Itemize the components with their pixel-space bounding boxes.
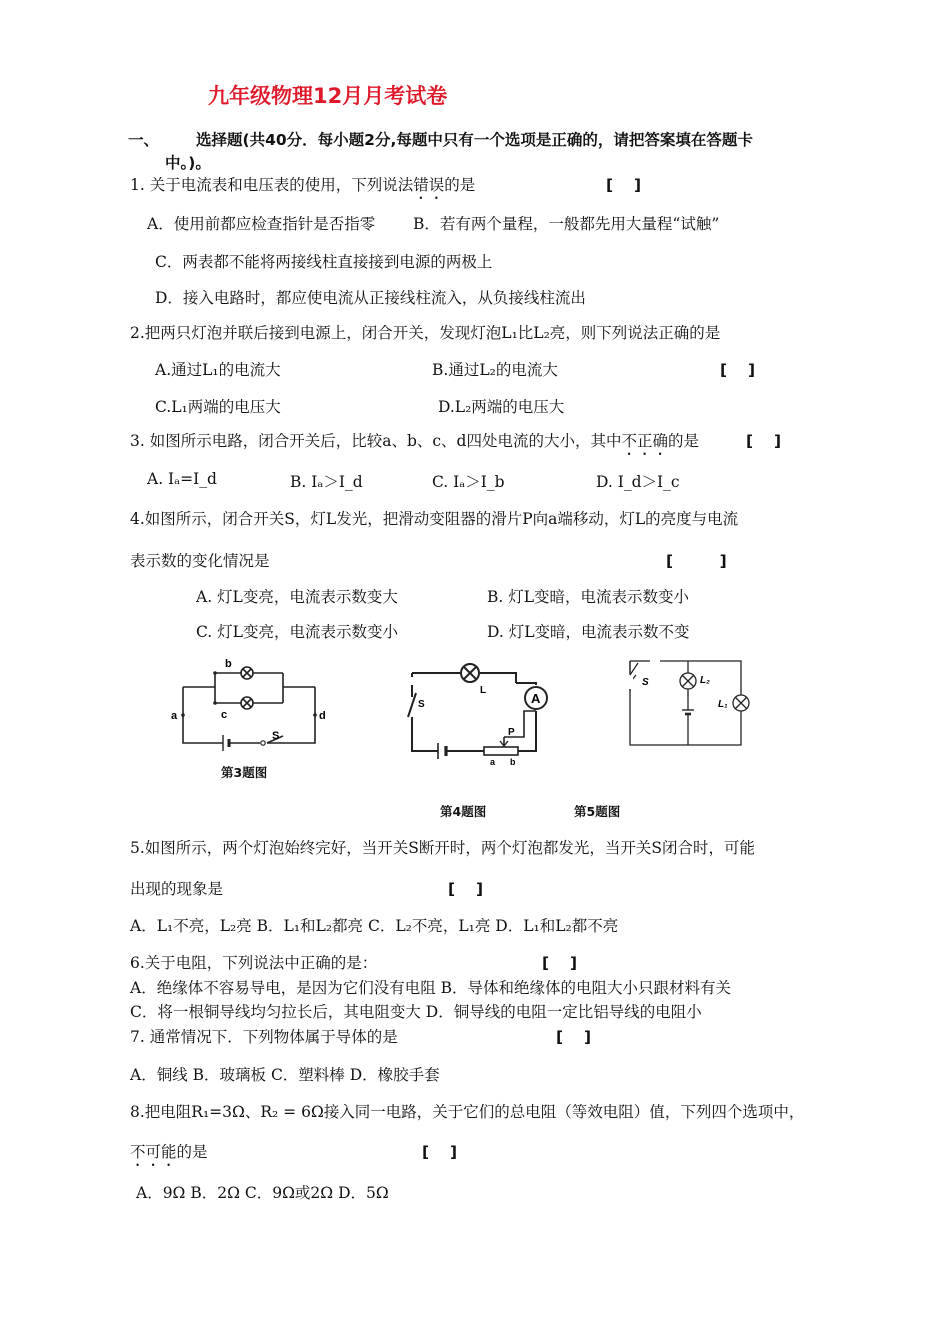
fig3-label-d: d <box>319 710 326 722</box>
q5-options: A．L₁不亮，L₂亮 B．L₁和L₂都亮 C．L₂不亮，L₁亮 D．L₁和L₂都不亮 <box>130 917 619 935</box>
q2-option-c: C.L₁两端的电压大 <box>155 398 281 416</box>
section-number: 一、 <box>128 131 160 149</box>
q7-options: A．铜线 B．玻璃板 C．塑料棒 D．橡胶手套 <box>130 1066 440 1084</box>
fig4-label-a: a <box>490 757 496 767</box>
q8-emphasis: 不可能 <box>130 1143 177 1161</box>
q6-stem: 6.关于电阻，下列说法中正确的是： <box>130 954 378 972</box>
q5-stem-line1: 5.如图所示，两个灯泡始终完好，当开关S断开时，两个灯泡都发光，当开关S闭合时，可能 <box>130 839 756 857</box>
fig3-label-b: b <box>225 658 232 670</box>
q6-answer-bracket: [ ] <box>542 954 578 972</box>
fig4-label-b: b <box>510 757 516 767</box>
fig3-circuit-diagram <box>165 655 345 755</box>
q1-option-a: A．使用前都应检查指针是否指零 <box>147 215 376 233</box>
q4-option-b: B. 灯L变暗，电流表示数变小 <box>487 588 690 606</box>
fig5-label-s: S <box>642 677 649 688</box>
q1-option-b: B．若有两个量程，一般都先用大量程“试触” <box>413 215 720 233</box>
q6-options-line2: C．将一根铜导线均匀拉长后，其电阻变大 D．铜导线的电阻一定比铝导线的电阻小 <box>130 1003 702 1021</box>
fig5-caption: 第5题图 <box>574 804 621 819</box>
fig3-label-a: a <box>171 710 178 722</box>
q8-stem-line2: 不可能的是 <box>130 1143 208 1161</box>
q2-option-b: B.通过L₂的电流大 <box>432 361 558 379</box>
fig4-caption: 第4题图 <box>440 804 487 819</box>
fig4-label-s: S <box>418 699 425 710</box>
q4-stem-line1: 4.如图所示，闭合开关S，灯L发光，把滑动变阻器的滑片P向a端移动，灯L的亮度与电流 <box>130 510 739 528</box>
section-instruction-line2: 中。)。 <box>165 154 211 172</box>
q5-stem-line2: 出现的现象是 <box>130 880 224 898</box>
q2-answer-bracket: [ ] <box>720 361 756 379</box>
fig4-label-p: P <box>508 727 515 738</box>
q2-option-a: A.通过L₁的电流大 <box>155 361 281 379</box>
q6-options-line1: A．绝缘体不容易导电，是因为它们没有电阻 B．导体和绝缘体的电阻大小只跟材料有关 <box>130 979 732 997</box>
q7-stem: 7. 通常情况下．下列物体属于导体的是 <box>130 1028 398 1046</box>
q8-stem-line1: 8.把电阻R₁=3Ω、R₂ = 6Ω接入同一电路，关于它们的总电阻（等效电阻）值，下列四个选项中， <box>130 1103 805 1121</box>
q5-answer-bracket: [ ] <box>448 880 484 898</box>
fig3-caption: 第3题图 <box>221 765 268 780</box>
page-title: 九年级物理12月月考试卷 <box>208 84 448 108</box>
q3-stem: 3. 如图所示电路，闭合开关后，比较a、b、c、d四处电流的大小，其中不正确的是 <box>130 432 700 450</box>
q4-option-a: A. 灯L变亮，电流表示数变大 <box>196 588 398 606</box>
q1-answer-bracket: [ ] <box>606 176 642 194</box>
q3-emphasis: 不正确 <box>621 432 668 450</box>
fig5-circuit-diagram <box>620 655 750 750</box>
q3-option-a: A. Iₐ=I_d <box>147 470 217 488</box>
q1-option-d: D．接入电路时，都应使电流从正接线柱流入，从负接线柱流出 <box>155 289 586 307</box>
q8-options: A．9Ω B．2Ω C．9Ω或2Ω D．5Ω <box>136 1184 389 1202</box>
q2-stem: 2.把两只灯泡并联后接到电源上，闭合开关，发现灯泡L₁比L₂亮，则下列说法正确的是 <box>130 324 721 342</box>
fig3-label-c: c <box>221 709 228 721</box>
q3-option-d: D. I_d＞I_c <box>596 473 680 491</box>
q8-answer-bracket: [ ] <box>422 1143 458 1161</box>
q7-answer-bracket: [ ] <box>556 1028 592 1046</box>
q3-answer-bracket: [ ] <box>746 432 782 450</box>
fig4-ammeter-label: A <box>531 691 541 706</box>
section-instruction-line1: 选择题(共40分．每小题2分,每题中只有一个选项是正确的，请把答案填在答题卡 <box>196 131 753 149</box>
fig4-circuit-diagram <box>400 655 560 767</box>
fig5-label-l2: L₂ <box>700 675 710 686</box>
q1-emphasis: 错误 <box>413 176 445 194</box>
q4-answer-bracket: [ ] <box>666 552 727 570</box>
fig3-label-s: S <box>272 730 280 742</box>
q3-option-b: B. Iₐ＞I_d <box>290 473 363 491</box>
fig4-label-l: L <box>480 685 487 696</box>
q3-option-c: C. Iₐ＞I_b <box>432 473 505 491</box>
q1-option-c: C．两表都不能将两接线柱直接接到电源的两极上 <box>155 253 493 271</box>
q2-option-d: D.L₂两端的电压大 <box>438 398 565 416</box>
q4-option-d: D. 灯L变暗，电流表示数不变 <box>487 623 690 641</box>
q4-option-c: C. 灯L变亮，电流表示数变小 <box>196 623 398 641</box>
q1-stem: 1. 关于电流表和电压表的使用，下列说法错误的是 <box>130 176 476 194</box>
q4-stem-line2: 表示数的变化情况是 <box>130 552 270 570</box>
fig5-label-l1: L₁ <box>718 699 728 710</box>
